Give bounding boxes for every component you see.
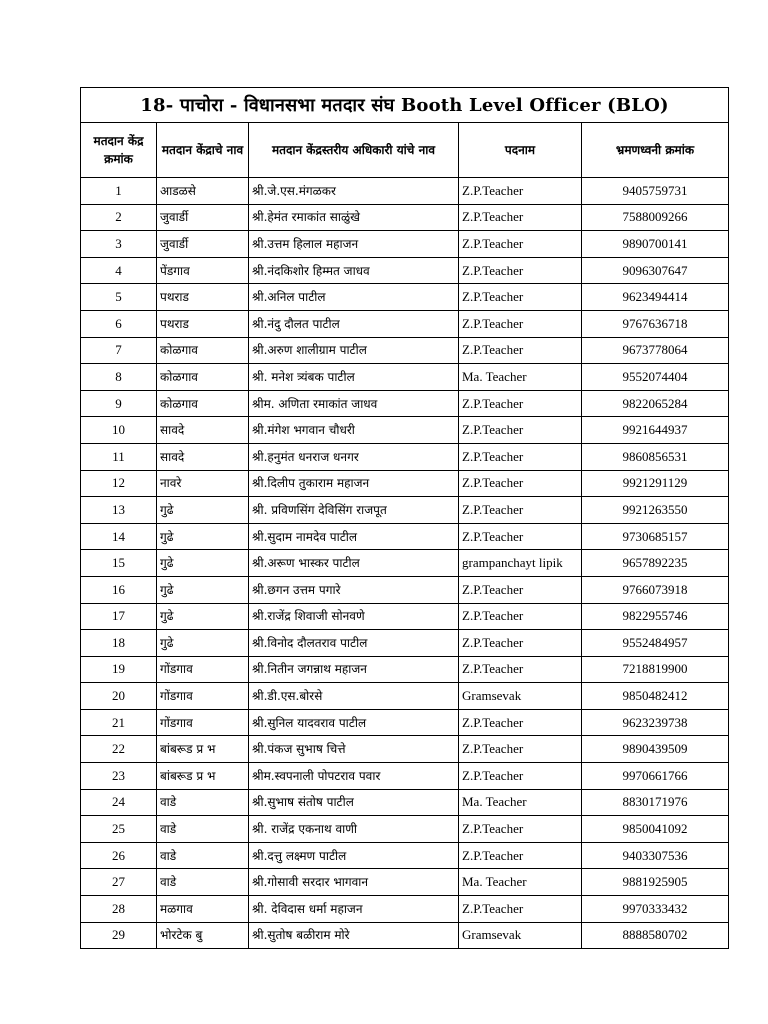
header-centre-name: मतदान केंद्राचे नाव bbox=[157, 123, 249, 178]
phone-cell: 9730685157 bbox=[582, 523, 729, 550]
centre-number-cell: 12 bbox=[81, 470, 157, 497]
phone-cell: 9552074404 bbox=[582, 364, 729, 391]
table-row bbox=[81, 709, 729, 736]
phone-cell: 9921291129 bbox=[582, 470, 729, 497]
officer-name-cell: श्रीम.स्वपनाली पोपटराव पवार bbox=[249, 763, 459, 790]
centre-name-cell: सावदे bbox=[157, 417, 249, 444]
centre-number-cell: 11 bbox=[81, 443, 157, 470]
table-row bbox=[81, 310, 729, 337]
centre-number-cell: 13 bbox=[81, 497, 157, 524]
officer-name-cell: श्री.नंदु दौलत पाटील bbox=[249, 310, 459, 337]
table-row bbox=[81, 763, 729, 790]
centre-number-cell: 1 bbox=[81, 178, 157, 205]
centre-name-cell: भोरटेक बु bbox=[157, 922, 249, 949]
phone-cell: 7218819900 bbox=[582, 656, 729, 683]
designation-cell: Z.P.Teacher bbox=[459, 576, 582, 603]
phone-cell: 9403307536 bbox=[582, 842, 729, 869]
designation-cell: Ma. Teacher bbox=[459, 789, 582, 816]
centre-number-cell: 23 bbox=[81, 763, 157, 790]
centre-number-cell: 27 bbox=[81, 869, 157, 896]
designation-cell: Z.P.Teacher bbox=[459, 656, 582, 683]
officer-name-cell: श्री.छगन उत्तम पगारे bbox=[249, 576, 459, 603]
table-row bbox=[81, 896, 729, 923]
officer-name-cell: श्री.सुतोष बळीराम मोरे bbox=[249, 922, 459, 949]
officer-name-cell: श्री.दिलीप तुकाराम महाजन bbox=[249, 470, 459, 497]
centre-name-cell: पथराड bbox=[157, 310, 249, 337]
designation-cell: Z.P.Teacher bbox=[459, 470, 582, 497]
designation-cell: Z.P.Teacher bbox=[459, 390, 582, 417]
centre-number-cell: 6 bbox=[81, 310, 157, 337]
blo-table bbox=[80, 87, 729, 949]
phone-cell: 9921263550 bbox=[582, 497, 729, 524]
centre-number-cell: 20 bbox=[81, 683, 157, 710]
table-row bbox=[81, 390, 729, 417]
table-row bbox=[81, 603, 729, 630]
table-row bbox=[81, 816, 729, 843]
officer-name-cell: श्री.दत्तु लक्ष्मण पाटील bbox=[249, 842, 459, 869]
centre-number-cell: 4 bbox=[81, 257, 157, 284]
table-row bbox=[81, 523, 729, 550]
centre-name-cell: वाडे bbox=[157, 842, 249, 869]
table-row bbox=[81, 470, 729, 497]
centre-number-cell: 10 bbox=[81, 417, 157, 444]
officer-name-cell: श्री.पंकज सुभाष चित्ते bbox=[249, 736, 459, 763]
phone-cell: 9552484957 bbox=[582, 630, 729, 657]
designation-cell: Z.P.Teacher bbox=[459, 417, 582, 444]
officer-name-cell: श्री.सुनिल यादवराव पाटील bbox=[249, 709, 459, 736]
phone-cell: 8888580702 bbox=[582, 922, 729, 949]
officer-name-cell: श्री.सुभाष संतोष पाटील bbox=[249, 789, 459, 816]
table-row bbox=[81, 231, 729, 258]
centre-name-cell: वाडे bbox=[157, 869, 249, 896]
phone-cell: 9623494414 bbox=[582, 284, 729, 311]
table-row bbox=[81, 497, 729, 524]
officer-name-cell: श्री.राजेंद्र शिवाजी सोनवणे bbox=[249, 603, 459, 630]
designation-cell: Z.P.Teacher bbox=[459, 736, 582, 763]
centre-name-cell: गोंडगाव bbox=[157, 709, 249, 736]
centre-name-cell: गुढे bbox=[157, 550, 249, 577]
designation-cell: Z.P.Teacher bbox=[459, 178, 582, 205]
designation-cell: Z.P.Teacher bbox=[459, 763, 582, 790]
table-row bbox=[81, 178, 729, 205]
centre-number-cell: 25 bbox=[81, 816, 157, 843]
phone-cell: 9766073918 bbox=[582, 576, 729, 603]
officer-name-cell: श्री. प्रविणसिंग देविसिंग राजपूत bbox=[249, 497, 459, 524]
centre-name-cell: बांबरूड प्र भ bbox=[157, 736, 249, 763]
centre-name-cell: जुवार्डी bbox=[157, 204, 249, 231]
designation-cell: grampanchayt lipik bbox=[459, 550, 582, 577]
centre-name-cell: गुढे bbox=[157, 630, 249, 657]
officer-name-cell: श्रीम. अणिता रमाकांत जाधव bbox=[249, 390, 459, 417]
phone-cell: 9850041092 bbox=[582, 816, 729, 843]
officer-name-cell: श्री. राजेंद्र एकनाथ वाणी bbox=[249, 816, 459, 843]
table-row bbox=[81, 550, 729, 577]
phone-cell: 9970333432 bbox=[582, 896, 729, 923]
officer-name-cell: श्री.उत्तम हिलाल महाजन bbox=[249, 231, 459, 258]
designation-cell: Z.P.Teacher bbox=[459, 603, 582, 630]
table-row bbox=[81, 337, 729, 364]
table-row bbox=[81, 922, 729, 949]
centre-name-cell: सावदे bbox=[157, 443, 249, 470]
centre-number-cell: 21 bbox=[81, 709, 157, 736]
centre-number-cell: 26 bbox=[81, 842, 157, 869]
officer-name-cell: श्री.सुदाम नामदेव पाटील bbox=[249, 523, 459, 550]
designation-cell: Z.P.Teacher bbox=[459, 497, 582, 524]
phone-cell: 9890439509 bbox=[582, 736, 729, 763]
designation-cell: Z.P.Teacher bbox=[459, 204, 582, 231]
designation-cell: Ma. Teacher bbox=[459, 869, 582, 896]
officer-name-cell: श्री. देविदास धर्मा महाजन bbox=[249, 896, 459, 923]
designation-cell: Z.P.Teacher bbox=[459, 709, 582, 736]
centre-number-cell: 18 bbox=[81, 630, 157, 657]
designation-cell: Gramsevak bbox=[459, 922, 582, 949]
centre-number-cell: 22 bbox=[81, 736, 157, 763]
table-row bbox=[81, 736, 729, 763]
phone-cell: 9822065284 bbox=[582, 390, 729, 417]
table-row bbox=[81, 789, 729, 816]
phone-cell: 9767636718 bbox=[582, 310, 729, 337]
table-row bbox=[81, 417, 729, 444]
centre-number-cell: 2 bbox=[81, 204, 157, 231]
centre-name-cell: नावरे bbox=[157, 470, 249, 497]
blo-document bbox=[80, 87, 728, 949]
designation-cell: Z.P.Teacher bbox=[459, 443, 582, 470]
table-row bbox=[81, 257, 729, 284]
phone-cell: 9822955746 bbox=[582, 603, 729, 630]
centre-number-cell: 3 bbox=[81, 231, 157, 258]
centre-name-cell: कोळगाव bbox=[157, 364, 249, 391]
designation-cell: Z.P.Teacher bbox=[459, 284, 582, 311]
designation-cell: Z.P.Teacher bbox=[459, 310, 582, 337]
centre-number-cell: 16 bbox=[81, 576, 157, 603]
phone-cell: 9881925905 bbox=[582, 869, 729, 896]
centre-name-cell: गुढे bbox=[157, 497, 249, 524]
table-row bbox=[81, 842, 729, 869]
header-officer-name: मतदान केंद्रस्तरीय अधिकारी यांचे नाव bbox=[249, 123, 459, 178]
designation-cell: Gramsevak bbox=[459, 683, 582, 710]
phone-cell: 9970661766 bbox=[582, 763, 729, 790]
header-centre-number: मतदान केंद्र क्रमांक bbox=[81, 123, 157, 178]
centre-name-cell: जुवार्डी bbox=[157, 231, 249, 258]
centre-name-cell: कोळगाव bbox=[157, 337, 249, 364]
phone-cell: 9921644937 bbox=[582, 417, 729, 444]
phone-cell: 8830171976 bbox=[582, 789, 729, 816]
table-row bbox=[81, 683, 729, 710]
designation-cell: Z.P.Teacher bbox=[459, 337, 582, 364]
officer-name-cell: श्री.विनोद दौलतराव पाटील bbox=[249, 630, 459, 657]
table-row bbox=[81, 364, 729, 391]
table-row bbox=[81, 630, 729, 657]
document-title: 18- पाचोरा - विधानसभा मतदार संघ Booth Level Officer (BLO) bbox=[81, 88, 729, 123]
designation-cell: Z.P.Teacher bbox=[459, 896, 582, 923]
phone-cell: 9096307647 bbox=[582, 257, 729, 284]
officer-name-cell: श्री. मनेश त्र्यंबक पाटील bbox=[249, 364, 459, 391]
phone-cell: 9850482412 bbox=[582, 683, 729, 710]
centre-name-cell: गुढे bbox=[157, 576, 249, 603]
centre-number-cell: 19 bbox=[81, 656, 157, 683]
centre-name-cell: गोंडगाव bbox=[157, 656, 249, 683]
centre-name-cell: बांबरूड प्र भ bbox=[157, 763, 249, 790]
officer-name-cell: श्री.मंगेश भगवान चौधरी bbox=[249, 417, 459, 444]
centre-number-cell: 9 bbox=[81, 390, 157, 417]
centre-number-cell: 8 bbox=[81, 364, 157, 391]
table-row bbox=[81, 204, 729, 231]
officer-name-cell: श्री.हेमंत रमाकांत साळुंखे bbox=[249, 204, 459, 231]
centre-name-cell: कोळगाव bbox=[157, 390, 249, 417]
officer-name-cell: श्री.जे.एस.मंगळकर bbox=[249, 178, 459, 205]
table-row bbox=[81, 576, 729, 603]
officer-name-cell: श्री.अरुण शालीग्राम पाटील bbox=[249, 337, 459, 364]
officer-name-cell: श्री.अनिल पाटील bbox=[249, 284, 459, 311]
centre-number-cell: 28 bbox=[81, 896, 157, 923]
officer-name-cell: श्री.नितीन जगन्नाथ महाजन bbox=[249, 656, 459, 683]
officer-name-cell: श्री.अरूण भास्कर पाटील bbox=[249, 550, 459, 577]
centre-name-cell: पेंडगाव bbox=[157, 257, 249, 284]
phone-cell: 9405759731 bbox=[582, 178, 729, 205]
header-phone: भ्रमणध्वनी क्रमांक bbox=[582, 123, 729, 178]
phone-cell: 9623239738 bbox=[582, 709, 729, 736]
table-row bbox=[81, 869, 729, 896]
table-row bbox=[81, 443, 729, 470]
centre-name-cell: गुढे bbox=[157, 603, 249, 630]
designation-cell: Z.P.Teacher bbox=[459, 630, 582, 657]
phone-cell: 9860856531 bbox=[582, 443, 729, 470]
centre-number-cell: 14 bbox=[81, 523, 157, 550]
centre-name-cell: आडळसे bbox=[157, 178, 249, 205]
centre-number-cell: 29 bbox=[81, 922, 157, 949]
centre-name-cell: वाडे bbox=[157, 789, 249, 816]
phone-cell: 9657892235 bbox=[582, 550, 729, 577]
designation-cell: Z.P.Teacher bbox=[459, 231, 582, 258]
officer-name-cell: श्री.हनुमंत धनराज धनगर bbox=[249, 443, 459, 470]
centre-number-cell: 7 bbox=[81, 337, 157, 364]
officer-name-cell: श्री.नंदकिशोर हिम्मत जाधव bbox=[249, 257, 459, 284]
header-designation: पदनाम bbox=[459, 123, 582, 178]
centre-number-cell: 17 bbox=[81, 603, 157, 630]
centre-name-cell: वाडे bbox=[157, 816, 249, 843]
table-body bbox=[81, 178, 729, 949]
phone-cell: 9673778064 bbox=[582, 337, 729, 364]
centre-name-cell: मळगाव bbox=[157, 896, 249, 923]
centre-number-cell: 5 bbox=[81, 284, 157, 311]
designation-cell: Z.P.Teacher bbox=[459, 257, 582, 284]
table-row bbox=[81, 284, 729, 311]
designation-cell: Z.P.Teacher bbox=[459, 842, 582, 869]
phone-cell: 7588009266 bbox=[582, 204, 729, 231]
centre-number-cell: 15 bbox=[81, 550, 157, 577]
table-row bbox=[81, 656, 729, 683]
officer-name-cell: श्री.गोसावी सरदार भागवान bbox=[249, 869, 459, 896]
officer-name-cell: श्री.डी.एस.बोरसे bbox=[249, 683, 459, 710]
designation-cell: Z.P.Teacher bbox=[459, 816, 582, 843]
centre-name-cell: पथराड bbox=[157, 284, 249, 311]
designation-cell: Ma. Teacher bbox=[459, 364, 582, 391]
centre-name-cell: गुढे bbox=[157, 523, 249, 550]
centre-name-cell: गोंडगाव bbox=[157, 683, 249, 710]
phone-cell: 9890700141 bbox=[582, 231, 729, 258]
designation-cell: Z.P.Teacher bbox=[459, 523, 582, 550]
centre-number-cell: 24 bbox=[81, 789, 157, 816]
